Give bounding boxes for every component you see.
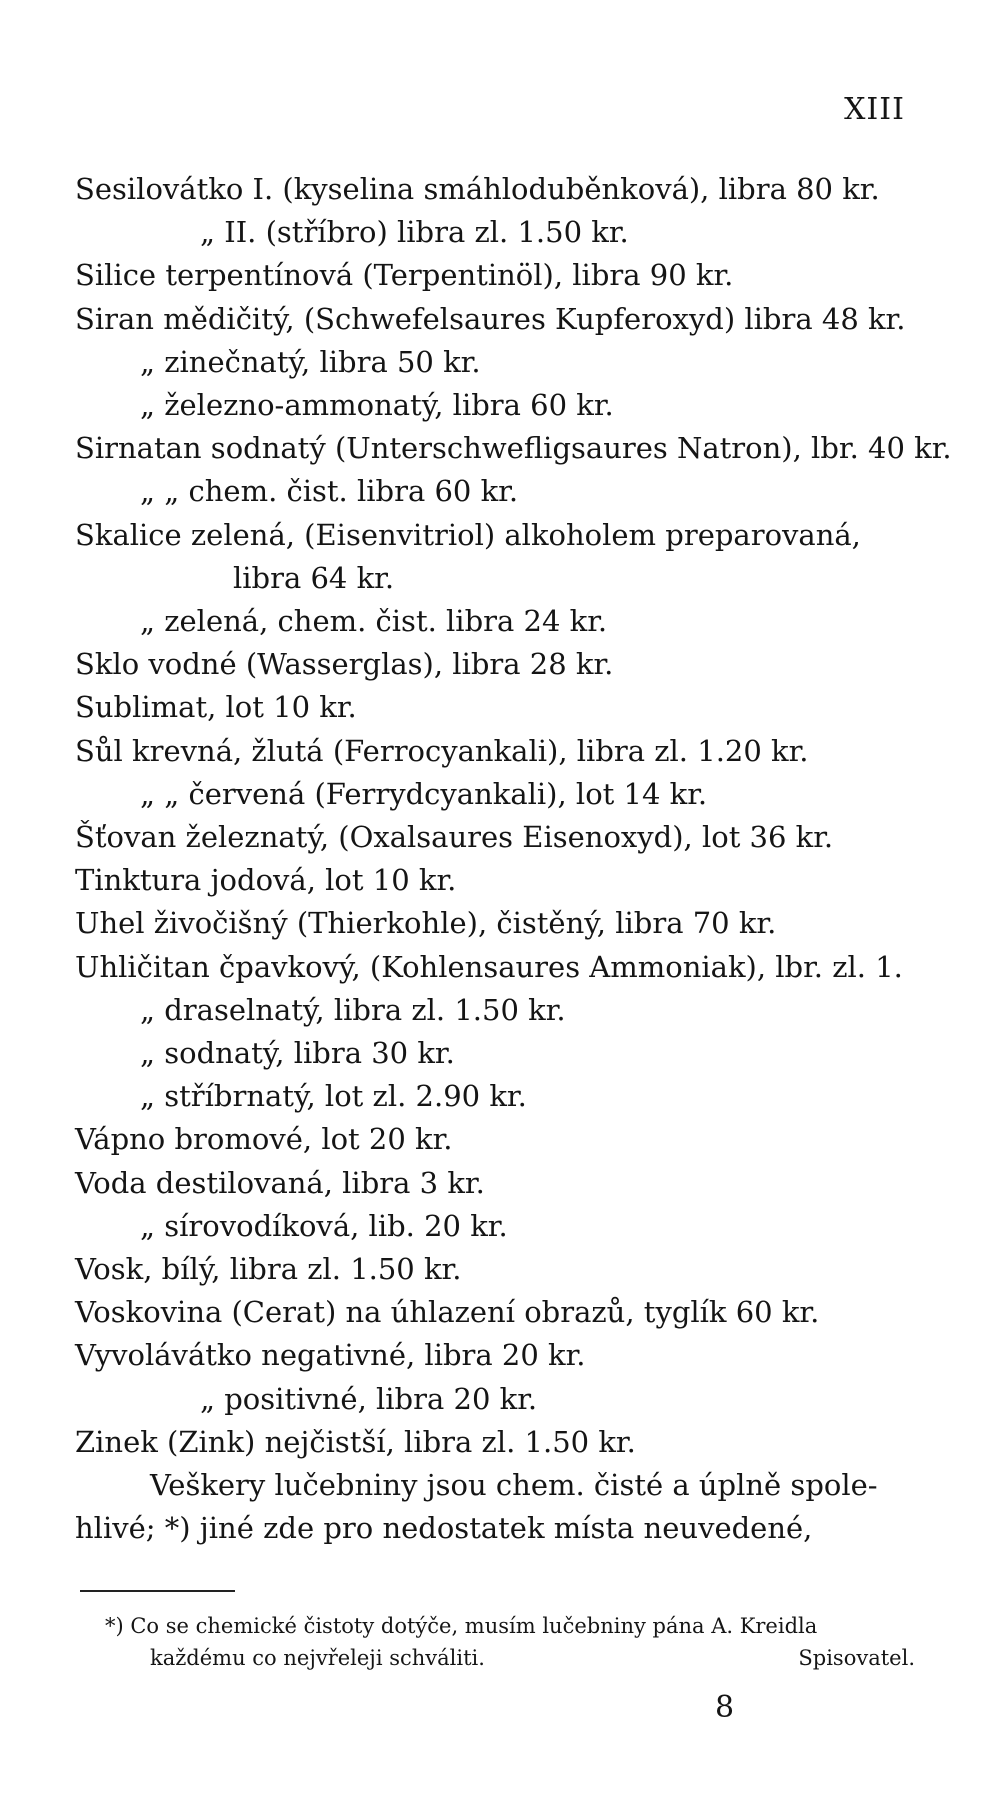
list-item: Sklo vodné (Wasserglas), libra 28 kr. <box>75 647 614 682</box>
list-item: Voskovina (Cerat) na úhlazení obrazů, tyglík 60 kr. <box>75 1295 820 1330</box>
list-item: Uhel živočišný (Thierkohle), čistěný, libra 70 kr. <box>75 906 777 941</box>
list-item: Skalice zelená, (Eisenvitriol) alkoholem preparovaná, <box>75 517 861 552</box>
list-item: „ zinečnatý, libra 50 kr. <box>140 344 481 379</box>
list-item: Tinktura jodová, lot 10 kr. <box>75 863 457 898</box>
list-item: Siran mědičitý, (Schwefelsaures Kupferoxyd) libra 48 kr. <box>75 301 906 336</box>
list-item: „ stříbrnatý, lot zl. 2.90 kr. <box>140 1079 527 1114</box>
footnote-signature: Spisovatel. <box>798 1646 915 1670</box>
list-item: Vápno bromové, lot 20 kr. <box>75 1122 453 1157</box>
list-item: Uhličitan čpavkový, (Kohlensaures Ammoniak), lbr. zl. 1. <box>75 949 903 984</box>
footnote-line: *) Co se chemické čistoty dotýče, musím lučebniny pána A. Kreidla <box>105 1614 818 1638</box>
list-item: Voda destilovaná, libra 3 kr. <box>75 1165 485 1200</box>
list-item: „ sodnatý, libra 30 kr. <box>140 1036 455 1071</box>
list-item: Sůl krevná, žlutá (Ferrocyankali), libra zl. 1.20 kr. <box>75 733 809 768</box>
list-item: „ sírovodíková, lib. 20 kr. <box>140 1208 508 1243</box>
list-item: Vyvolávátko negativné, libra 20 kr. <box>75 1338 586 1373</box>
entry-list <box>75 168 952 1551</box>
list-item: Sublimat, lot 10 kr. <box>75 690 357 725</box>
footnote-line <box>105 1642 915 1674</box>
list-item: Sesilovátko I. (kyselina smáhloduběnková), libra 80 kr. <box>75 172 880 206</box>
list-item: Zinek (Zink) nejčistší, libra zl. 1.50 kr. <box>75 1424 636 1459</box>
closing-paragraph <box>75 1464 905 1550</box>
list-item: Šťovan železnatý, (Oxalsaures Eisenoxyd), lot 36 kr. <box>75 820 834 855</box>
list-item: Vosk, bílý, libra zl. 1.50 kr. <box>75 1252 462 1287</box>
list-item: Sirnatan sodnatý (Unterschwefligsaures Natron), lbr. 40 kr. <box>75 431 952 466</box>
list-item-continuation: libra 64 kr. <box>233 560 395 595</box>
paragraph-line: Veškery lučebniny jsou chem. čisté a úplně spole- <box>150 1468 878 1503</box>
list-item: „ zelená, chem. čist. libra 24 kr. <box>140 604 608 639</box>
footnote <box>105 1610 915 1674</box>
paragraph-line: hlivé; *) jiné zde pro nedostatek místa neuvedené, <box>75 1511 813 1546</box>
list-item: „ železno-ammonatý, libra 60 kr. <box>140 388 614 423</box>
list-item: „ draselnatý, libra zl. 1.50 kr. <box>140 992 566 1027</box>
footnote-text: každému co nejvřeleji schváliti. <box>150 1646 485 1670</box>
footnote-divider <box>80 1590 235 1592</box>
list-item: „ II. (stříbro) libra zl. 1.50 kr. <box>200 215 629 250</box>
list-item: Silice terpentínová (Terpentinöl), libra 90 kr. <box>75 258 734 293</box>
list-item: „ „ chem. čist. libra 60 kr. <box>140 474 519 509</box>
list-item: „ positivné, libra 20 kr. <box>200 1381 538 1416</box>
page-number: 8 <box>715 1690 735 1725</box>
list-item: „ „ červená (Ferrydcyankali), lot 14 kr. <box>140 776 708 811</box>
page-header-numeral: XIII <box>844 92 905 127</box>
